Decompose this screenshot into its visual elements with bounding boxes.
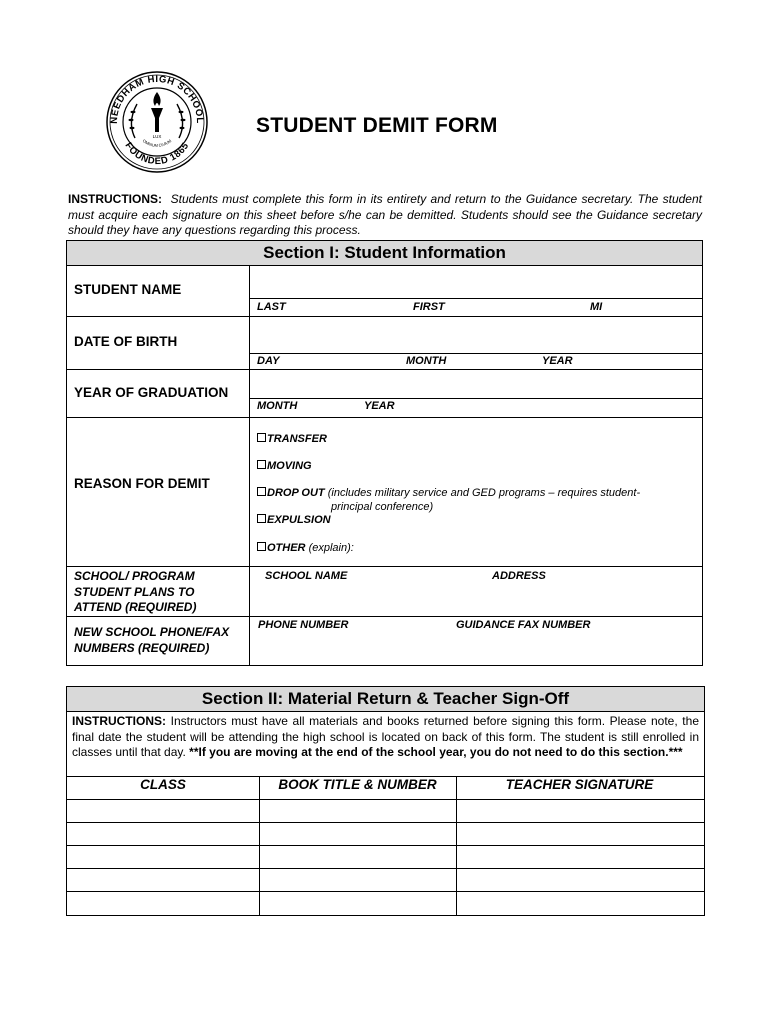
mi-label: MI: [590, 301, 603, 313]
section2-instructions-bold: **If you are moving at the end of the school year, you do not need to do this section.***: [189, 745, 683, 759]
instructions: [68, 192, 702, 239]
graduation-field[interactable]: [251, 372, 699, 396]
phone-number-label: PHONE NUMBER: [258, 619, 349, 631]
school-seal-logo: [105, 70, 209, 174]
transfer-label: TRANSFER: [267, 433, 327, 445]
table-row[interactable]: [67, 892, 703, 914]
grad-year-label: YEAR: [364, 400, 395, 412]
first-label: FIRST: [413, 301, 445, 313]
year-label: YEAR: [542, 355, 573, 367]
column-header-class: CLASS: [140, 777, 186, 792]
option-transfer[interactable]: [257, 433, 327, 445]
section-material-return: [66, 686, 705, 916]
table-row[interactable]: [67, 800, 703, 822]
graduation-row: [67, 370, 702, 418]
seal-lux: LUX: [152, 134, 162, 139]
phone-field[interactable]: [251, 635, 699, 663]
fax-number-label: GUIDANCE FAX NUMBER: [456, 619, 591, 631]
graduation-label: YEAR OF GRADUATION: [74, 385, 229, 400]
table-row[interactable]: [67, 823, 703, 845]
other-note: (explain):: [308, 542, 354, 554]
school-name-label: SCHOOL NAME: [265, 570, 348, 582]
day-label: DAY: [257, 355, 280, 367]
dropout-note: (includes military service and GED programs – requires student-: [327, 487, 641, 499]
section2-heading: Section II: Material Return & Teacher Sign-Off: [67, 687, 704, 712]
column-header-signature: TEACHER SIGNATURE: [505, 777, 654, 792]
seal-motto: OMNIUM CIVIUM: [141, 138, 173, 148]
table-row[interactable]: [67, 846, 703, 868]
transfer-checkbox[interactable]: [257, 433, 266, 442]
column-header-book: BOOK TITLE & NUMBER: [278, 777, 437, 792]
dropout-label: DROP OUT: [267, 487, 325, 499]
expulsion-checkbox[interactable]: [257, 514, 266, 523]
option-expulsion[interactable]: [257, 514, 331, 526]
dob-field[interactable]: [251, 319, 699, 351]
section1-heading: Section I: Student Information: [67, 241, 702, 266]
last-label: LAST: [257, 301, 286, 313]
phone-row: [67, 617, 702, 665]
grad-month-label: MONTH: [257, 400, 298, 412]
instructions-label: INSTRUCTIONS:: [68, 192, 162, 206]
instructions-text: Students must complete this form in its entirety and return to the Guidance secretary. The student must acquire each signature on this sheet before s/he can be demitted. Students should see the Guidance secretary should they have any questions regarding this process.: [68, 192, 702, 237]
dob-label: DATE OF BIRTH: [74, 334, 178, 349]
seal-top-text: NEEDHAM HIGH SCHOOL: [108, 73, 206, 125]
dropout-checkbox[interactable]: [257, 487, 266, 496]
school-field[interactable]: [251, 585, 699, 613]
section2-instructions-label: INSTRUCTIONS:: [72, 714, 166, 728]
reason-label: REASON FOR DEMIT: [74, 476, 210, 491]
moving-checkbox[interactable]: [257, 460, 266, 469]
moving-label: MOVING: [267, 460, 312, 472]
option-dropout[interactable]: [257, 487, 640, 499]
dob-row: [67, 317, 702, 370]
section2-instructions: [72, 714, 699, 761]
phone-label: NEW SCHOOL PHONE/FAX NUMBERS (REQUIRED): [74, 625, 230, 655]
svg-text:OMNIUM CIVIUM: [142, 138, 173, 148]
student-name-label: STUDENT NAME: [74, 282, 182, 297]
option-other[interactable]: [257, 542, 354, 554]
option-moving[interactable]: [257, 460, 312, 472]
student-name-row: [67, 265, 702, 317]
school-row: [67, 567, 702, 617]
seal-bottom-text: FOUNDED 1865: [122, 140, 192, 168]
table-row[interactable]: [67, 869, 703, 891]
school-label: SCHOOL/ PROGRAM STUDENT PLANS TO ATTEND (REQUIRED): [74, 569, 197, 614]
page-title: STUDENT DEMIT FORM: [256, 114, 498, 137]
address-label: ADDRESS: [492, 570, 546, 582]
other-checkbox[interactable]: [257, 542, 266, 551]
expulsion-label: EXPULSION: [267, 514, 331, 526]
month-label: MONTH: [406, 355, 447, 367]
reason-row: [67, 418, 702, 567]
other-label: OTHER: [267, 542, 306, 554]
student-name-field[interactable]: [251, 267, 699, 297]
dropout-note-line2: principal conference): [331, 501, 434, 513]
section-student-information: [66, 240, 703, 666]
section2-instructions-text: Instructors must have all materials and books returned before signing this form. Please note, the final date the student will be attending the high school is located on back of this form. The student is still enrolled in classes until that day.: [72, 714, 699, 759]
label-column-divider: [249, 265, 250, 665]
